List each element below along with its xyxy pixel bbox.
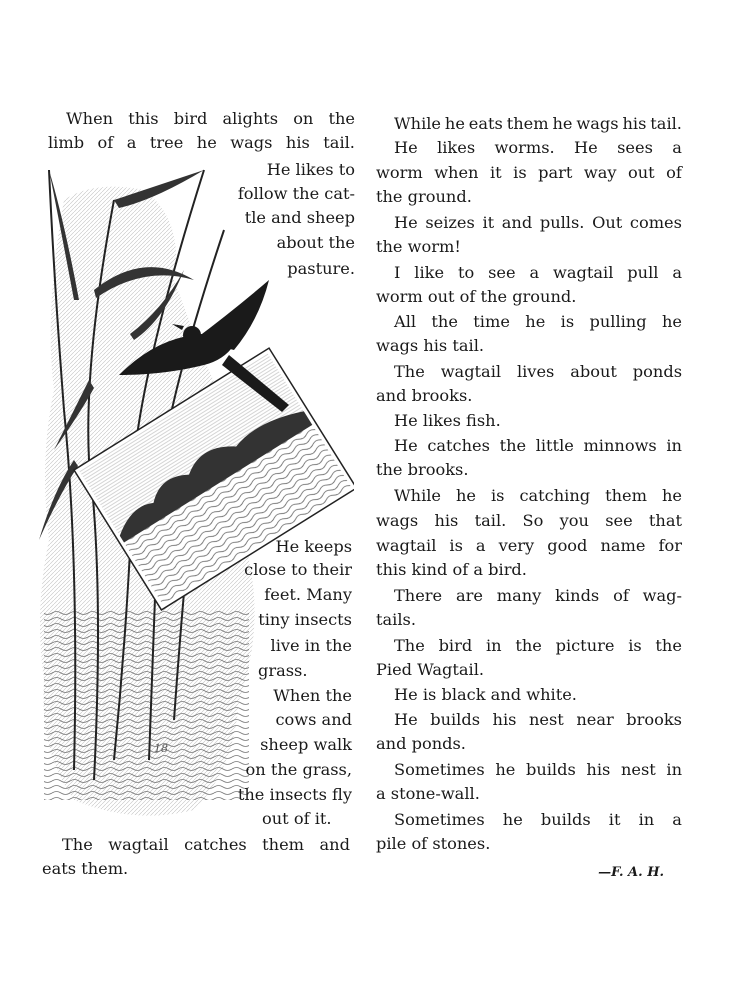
text-line: When the — [273, 686, 352, 705]
word: is — [449, 536, 463, 555]
word: pull — [627, 263, 659, 282]
word: The — [62, 835, 93, 854]
word: He — [394, 213, 418, 232]
word: you — [559, 511, 589, 530]
word: a — [672, 810, 682, 829]
word: The — [394, 636, 425, 655]
word: near — [576, 710, 614, 729]
word: catches — [427, 436, 490, 455]
text-line: out of it. — [262, 809, 332, 828]
word: catches — [184, 835, 247, 854]
word: a — [672, 263, 682, 282]
text-line: on the grass, — [245, 760, 352, 779]
word: When — [66, 109, 114, 128]
word: seizes — [425, 213, 475, 232]
word: While — [394, 114, 441, 133]
text-line — [394, 484, 682, 508]
word: I — [394, 263, 401, 282]
word: of — [666, 163, 682, 182]
word: his — [586, 760, 611, 779]
word: a — [672, 138, 682, 157]
word: a — [475, 536, 486, 555]
word: he — [444, 114, 465, 133]
word: the — [499, 436, 527, 455]
text-line: Pied Wagtail. — [376, 660, 485, 679]
word: The — [394, 362, 425, 381]
word: pulling — [589, 312, 647, 331]
word: builds — [540, 810, 591, 829]
text-line: a stone-wall. — [376, 784, 480, 803]
text-line: pasture. — [287, 259, 355, 278]
word: wagtail — [376, 536, 437, 555]
word: ponds — [632, 362, 682, 381]
word: wagtail — [108, 835, 169, 854]
svg-text:18: 18 — [154, 742, 168, 755]
word: tail. — [474, 511, 507, 530]
text-line: worm out of the ground. — [376, 287, 577, 306]
word: he — [196, 133, 217, 152]
text-line: about the — [276, 233, 355, 252]
text-line — [394, 112, 682, 136]
text-line — [62, 833, 350, 857]
word: minnows — [583, 436, 657, 455]
word: them — [262, 835, 305, 854]
word: in — [638, 810, 655, 829]
text-line: the brooks. — [376, 460, 469, 479]
word: kinds — [555, 586, 600, 605]
word: wag- — [642, 586, 682, 605]
text-line — [48, 131, 355, 155]
word: alights — [222, 109, 279, 128]
word: While — [394, 486, 441, 505]
word: is — [490, 486, 505, 505]
text-line: pile of stones. — [376, 834, 491, 853]
text-line — [394, 310, 682, 334]
word: wags — [376, 511, 419, 530]
word: wags — [576, 114, 619, 133]
word: He — [394, 710, 418, 729]
text-line — [394, 584, 682, 608]
word: he — [525, 312, 546, 331]
word: worms. — [494, 138, 555, 157]
word: he — [455, 486, 476, 505]
word: is — [513, 163, 527, 182]
word: lives — [516, 362, 555, 381]
word: his — [492, 710, 517, 729]
word: little — [535, 436, 574, 455]
word: when — [434, 163, 479, 182]
text-line: tails. — [376, 610, 416, 629]
word: name — [600, 536, 646, 555]
text-line: feet. Many — [264, 585, 352, 604]
text-line — [394, 261, 682, 285]
word: the — [515, 636, 542, 655]
word: he — [661, 312, 682, 331]
word: see — [488, 263, 516, 282]
word: about — [570, 362, 617, 381]
word: he — [495, 760, 516, 779]
text-line: and ponds. — [376, 734, 466, 753]
text-line — [394, 758, 682, 782]
word: way — [583, 163, 617, 182]
word: nest — [620, 760, 656, 779]
text-line — [66, 107, 355, 131]
text-line: live in the — [270, 636, 352, 655]
word: them — [506, 114, 549, 133]
word: he — [502, 810, 523, 829]
word: like — [414, 263, 445, 282]
text-line — [376, 161, 682, 185]
word: of — [97, 133, 114, 152]
word: out — [628, 163, 655, 182]
word: Sometimes — [394, 810, 485, 829]
word: So — [522, 511, 544, 530]
word: that — [648, 511, 682, 530]
word: for — [658, 536, 682, 555]
word: comes — [629, 213, 682, 232]
word: it — [482, 213, 495, 232]
word: them — [605, 486, 647, 505]
word: brooks — [626, 710, 682, 729]
word: builds — [430, 710, 481, 729]
word: this — [128, 109, 159, 128]
word: part — [538, 163, 573, 182]
text-line: He is black and white. — [394, 685, 577, 704]
text-line: this kind of a bird. — [376, 560, 527, 579]
word: of — [613, 586, 629, 605]
word: the — [431, 312, 458, 331]
word: Out — [592, 213, 623, 232]
word: All — [394, 312, 417, 331]
word: tail. — [323, 133, 355, 152]
word: the — [328, 109, 355, 128]
text-line: the insects fly — [237, 785, 352, 804]
word: it — [608, 810, 621, 829]
word: see — [605, 511, 633, 530]
word: eats — [468, 114, 503, 133]
text-line: and brooks. — [376, 386, 473, 405]
word: catching — [519, 486, 591, 505]
text-line — [394, 211, 682, 235]
word: he — [552, 114, 573, 133]
word: tail. — [650, 114, 682, 133]
word: tree — [149, 133, 184, 152]
author-signature: —F. A. H. — [598, 865, 664, 880]
word: picture — [555, 636, 615, 655]
word: a — [126, 133, 137, 152]
text-line: He likes fish. — [394, 411, 501, 430]
text-line: follow the cat- — [237, 184, 355, 203]
text-line — [394, 708, 682, 732]
text-line: eats them. — [42, 859, 129, 878]
text-line: grass. — [258, 661, 308, 680]
text-line: the ground. — [376, 187, 472, 206]
word: a — [529, 263, 540, 282]
word: nest — [528, 710, 564, 729]
text-line — [394, 360, 682, 384]
word: and — [501, 213, 533, 232]
word: builds — [525, 760, 576, 779]
word: his — [434, 511, 459, 530]
word: time — [473, 312, 510, 331]
word: in — [666, 436, 682, 455]
text-line — [394, 434, 682, 458]
word: There — [394, 586, 443, 605]
word: worm — [376, 163, 423, 182]
text-line — [394, 136, 682, 160]
text-line: He keeps — [275, 537, 352, 556]
word: very — [498, 536, 535, 555]
text-line — [394, 808, 682, 832]
word: many — [496, 586, 542, 605]
word: wagtail — [553, 263, 614, 282]
word: on — [293, 109, 314, 128]
word: Sometimes — [394, 760, 485, 779]
word: likes — [437, 138, 476, 157]
word: bird — [438, 636, 473, 655]
word: in — [666, 760, 682, 779]
word: limb — [48, 133, 85, 152]
word: He — [394, 436, 418, 455]
word: He — [394, 138, 418, 157]
word: and — [319, 835, 350, 854]
word: the — [655, 636, 682, 655]
word: pulls. — [539, 213, 585, 232]
word: are — [455, 586, 483, 605]
text-line: tle and sheep — [244, 208, 355, 227]
word: in — [485, 636, 502, 655]
text-line — [394, 634, 682, 658]
text-line: sheep walk — [260, 735, 352, 754]
word: good — [547, 536, 588, 555]
text-line: cows and — [275, 710, 352, 729]
word: is — [560, 312, 575, 331]
text-line — [376, 534, 682, 558]
text-line: tiny insects — [258, 610, 352, 629]
word: it — [489, 163, 502, 182]
text-line: He likes to — [266, 160, 355, 179]
word: bird — [173, 109, 208, 128]
word: his — [622, 114, 647, 133]
word: sees — [617, 138, 653, 157]
word: to — [457, 263, 475, 282]
word: He — [574, 138, 598, 157]
word: he — [661, 486, 682, 505]
word: wags — [230, 133, 273, 152]
word: wagtail — [440, 362, 502, 381]
word: his — [285, 133, 310, 152]
text-line — [376, 509, 682, 533]
text-line: the worm! — [376, 237, 461, 256]
text-line: wags his tail. — [376, 336, 485, 355]
word: is — [628, 636, 642, 655]
text-line: close to their — [244, 560, 352, 579]
